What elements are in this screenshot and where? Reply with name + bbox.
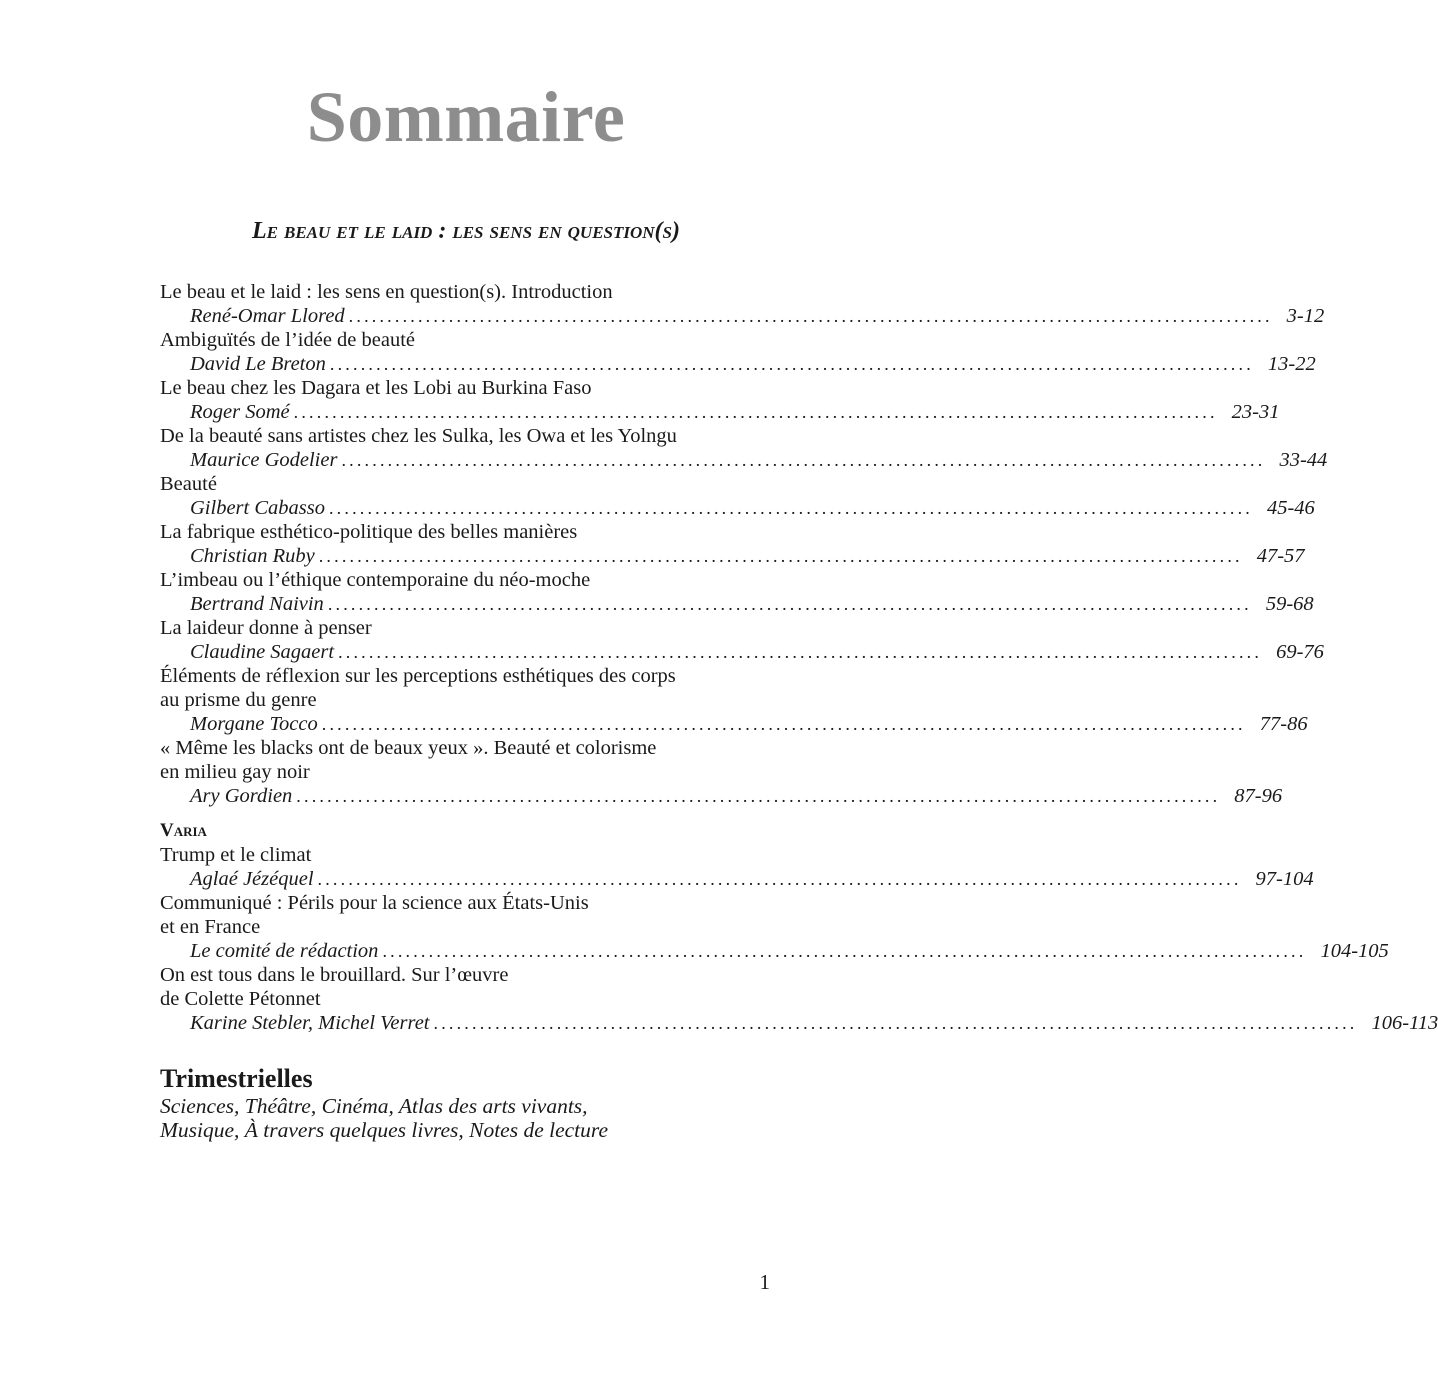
dot-leader: ........................................................................................................................ — [293, 402, 1218, 422]
varia-heading: Varia — [160, 820, 207, 841]
varia-entries — [160, 843, 1438, 1035]
entry-title: La fabrique esthético-politique des belles manières — [160, 521, 578, 543]
entry-title: Communiqué : Périls pour la science aux États-Unis — [160, 892, 589, 914]
dot-leader: ........................................................................................................................ — [382, 941, 1307, 961]
entry-author: Christian Ruby — [190, 545, 315, 567]
entry-pages: 104-105 — [1320, 940, 1389, 962]
dot-leader: ........................................................................................................................ — [318, 546, 1243, 566]
author-line — [160, 400, 1280, 424]
entry-pages: 69-76 — [1276, 641, 1324, 663]
entry-pages: 87-96 — [1234, 785, 1283, 807]
entry-title: La laideur donne à penser — [160, 617, 372, 639]
trimestrielles-section — [160, 1064, 792, 1142]
section-heading: Le beau et le laid : les sens en question(s) — [251, 218, 680, 244]
trimestrielles-title: Trimestrielles — [160, 1064, 313, 1093]
entry-pages: 3-12 — [1286, 305, 1325, 327]
toc-entry — [160, 280, 1325, 328]
entry-pages: 77-86 — [1259, 713, 1308, 735]
main-entries — [160, 280, 1328, 808]
dot-leader: ........................................................................................................................ — [338, 642, 1263, 662]
entry-title: Trump et le climat — [160, 844, 312, 866]
entry-author: Morgane Tocco — [190, 713, 318, 735]
author-line — [160, 712, 1308, 736]
toc-entry — [160, 424, 1328, 472]
entry-title: On est tous dans le brouillard. Sur l’œuvre — [160, 964, 509, 986]
entry-title: de Colette Pétonnet — [160, 988, 321, 1010]
dot-leader: ........................................................................................................................ — [321, 714, 1246, 734]
author-line — [160, 867, 1314, 891]
entry-title: Éléments de réflexion sur les perceptions esthétiques des corps — [160, 665, 676, 687]
entry-pages: 106-113 — [1371, 1012, 1438, 1034]
author-line — [160, 1011, 1438, 1035]
author-line — [160, 939, 1389, 963]
dot-leader: ........................................................................................................................ — [341, 450, 1266, 470]
entry-author: Maurice Godelier — [190, 449, 338, 471]
entry-title: Beauté — [160, 473, 217, 495]
entry-pages: 59-68 — [1265, 593, 1314, 615]
page-title: Sommaire — [306, 77, 626, 157]
dot-leader: ........................................................................................................................ — [433, 1013, 1358, 1033]
entry-pages: 47-57 — [1256, 545, 1305, 567]
entry-pages: 45-46 — [1266, 497, 1315, 519]
dot-leader: ........................................................................................................................ — [328, 498, 1253, 518]
author-line — [160, 496, 1315, 520]
entry-title: De la beauté sans artistes chez les Sulka, les Owa et les Yolngu — [160, 425, 677, 447]
author-line — [160, 592, 1314, 616]
dot-leader: ........................................................................................................................ — [317, 869, 1242, 889]
toc-entry — [160, 568, 1314, 616]
table-of-contents — [160, 280, 1438, 1035]
entry-author: Bertrand Naivin — [190, 593, 324, 615]
entry-author: Claudine Sagaert — [190, 641, 335, 663]
entry-author: Le comité de rédaction — [190, 940, 379, 962]
page-number: 1 — [759, 1270, 770, 1294]
entry-author: Gilbert Cabasso — [190, 497, 325, 519]
entry-author: Ary Gordien — [190, 785, 293, 807]
entry-title: Ambiguïtés de l’idée de beauté — [160, 329, 416, 351]
entry-pages: 33-44 — [1279, 449, 1328, 471]
toc-entry — [160, 843, 1314, 891]
dot-leader: ........................................................................................................................ — [296, 786, 1221, 806]
trimestrielles-line: Sciences, Théâtre, Cinéma, Atlas des arts vivants, — [160, 1094, 588, 1118]
entry-title: Le beau chez les Dagara et les Lobi au Burkina Faso — [160, 377, 592, 399]
entry-author: David Le Breton — [190, 353, 326, 375]
toc-entry — [160, 664, 1308, 736]
trimestrielles-line: Musique, À travers quelques livres, Notes de lecture — [160, 1118, 609, 1142]
author-line — [160, 448, 1328, 472]
entry-title: et en France — [160, 916, 261, 938]
entry-author: Aglaé Jézéquel — [190, 868, 314, 890]
entry-author: Roger Somé — [190, 401, 290, 423]
entry-author: Karine Stebler, Michel Verret — [190, 1012, 430, 1034]
toc-entry — [160, 616, 1324, 664]
toc-entry — [160, 520, 1305, 568]
toc-entry — [160, 328, 1316, 376]
author-line — [160, 784, 1283, 808]
toc-entry — [160, 736, 1283, 808]
toc-entry — [160, 963, 1438, 1035]
toc-entry — [160, 472, 1315, 520]
author-line — [160, 304, 1325, 328]
entry-title: en milieu gay noir — [160, 761, 310, 783]
entry-pages: 97-104 — [1255, 868, 1314, 890]
toc-entry — [160, 376, 1280, 424]
author-line — [160, 352, 1316, 376]
entry-title: L’imbeau ou l’éthique contemporaine du néo-moche — [160, 569, 591, 591]
entry-pages: 23-31 — [1231, 401, 1280, 423]
entry-author: René-Omar Llored — [190, 305, 345, 327]
author-line — [160, 640, 1324, 664]
dot-leader: ........................................................................................................................ — [348, 306, 1273, 326]
entry-title: Le beau et le laid : les sens en question(s). Introduction — [160, 281, 613, 303]
entry-title: « Même les blacks ont de beaux yeux ». Beauté et colorisme — [160, 737, 657, 759]
entry-title: au prisme du genre — [160, 689, 317, 711]
entry-pages: 13-22 — [1267, 353, 1316, 375]
dot-leader: ........................................................................................................................ — [329, 354, 1254, 374]
dot-leader: ........................................................................................................................ — [327, 594, 1252, 614]
toc-entry — [160, 891, 1389, 963]
author-line — [160, 544, 1305, 568]
